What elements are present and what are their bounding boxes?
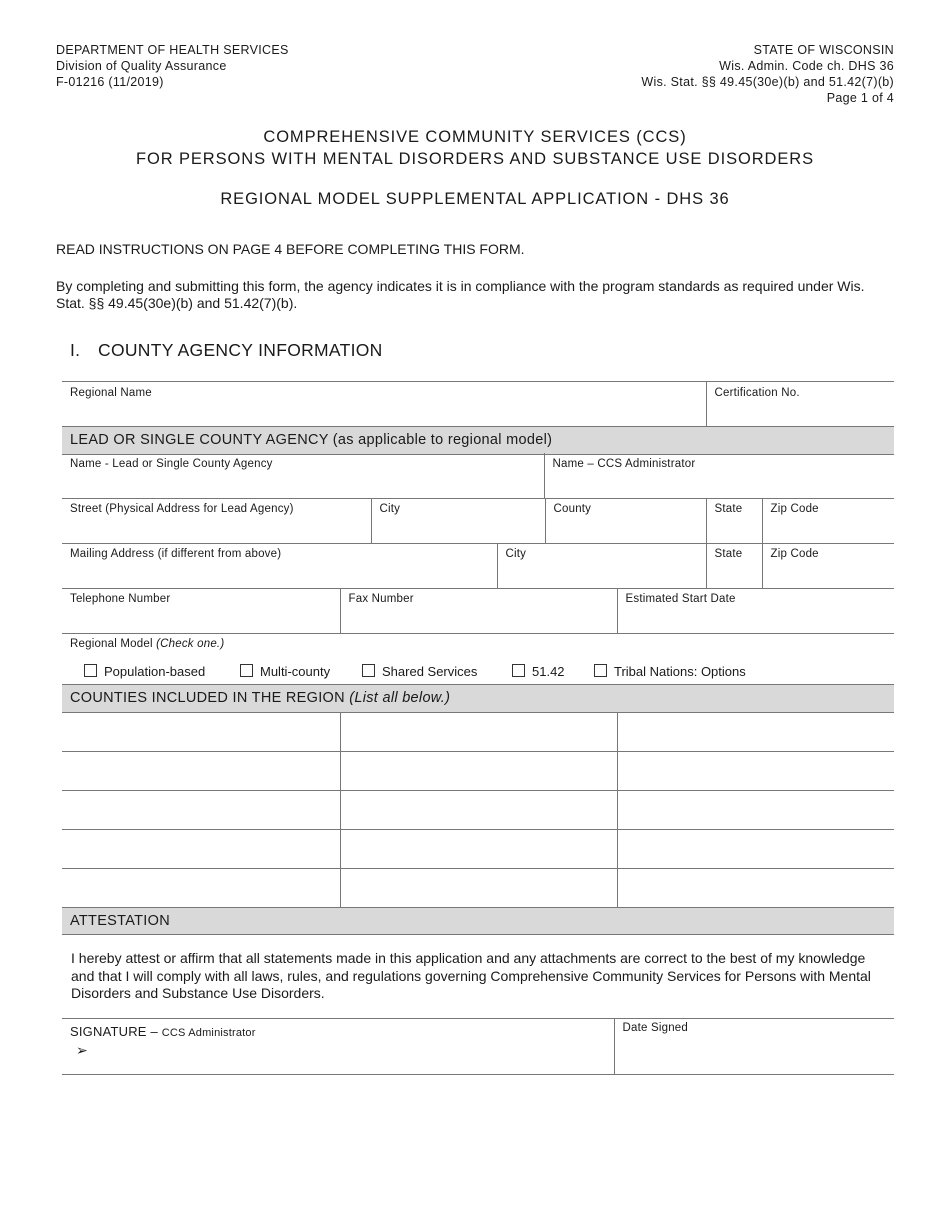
- checkbox-icon[interactable]: [240, 664, 253, 677]
- street-row: [62, 498, 894, 544]
- county-entry-cell[interactable]: [62, 751, 340, 790]
- option-51-42[interactable]: 51.42: [512, 664, 565, 679]
- mailing-state-field[interactable]: State: [706, 543, 762, 588]
- county-entry-cell[interactable]: [617, 751, 894, 790]
- admin-code: Wis. Admin. Code ch. DHS 36: [719, 59, 894, 73]
- county-entry-cell[interactable]: [62, 868, 340, 907]
- counties-grid: [62, 712, 894, 935]
- compliance-statement: By completing and submitting this form, the agency indicates it is in compliance with the program standards as required under Wis. Stat. §§ 49.45(30e)(b) and 51.42(7)(b).: [56, 278, 865, 311]
- arrow-icon: ➢: [76, 1042, 88, 1058]
- section-number: I.: [70, 340, 81, 360]
- statute-ref: Wis. Stat. §§ 49.45(30e)(b) and 51.42(7)(b): [641, 75, 894, 89]
- regional-name-field[interactable]: Regional Name: [62, 382, 706, 427]
- attestation-band: ATTESTATION: [62, 907, 894, 934]
- county-entry-cell[interactable]: [340, 790, 617, 829]
- fax-field[interactable]: Fax Number: [340, 588, 617, 633]
- signature-sublabel: CCS Administrator: [161, 1027, 256, 1039]
- counties-band: COUNTIES INCLUDED IN THE REGION (List all below.): [62, 684, 894, 712]
- form-number: F-01216 (11/2019): [56, 75, 164, 89]
- county-entry-cell[interactable]: [62, 712, 340, 751]
- county-entry-cell[interactable]: [340, 868, 617, 907]
- section-heading: [70, 340, 383, 361]
- certification-number-field[interactable]: Certification No.: [706, 382, 894, 427]
- checkbox-icon[interactable]: [594, 664, 607, 677]
- county-field[interactable]: County: [545, 498, 706, 543]
- model-row: [62, 633, 894, 713]
- county-entry-cell[interactable]: [617, 712, 894, 751]
- division-name: Division of Quality Assurance: [56, 59, 227, 73]
- checkbox-icon[interactable]: [512, 664, 525, 677]
- county-entry-cell[interactable]: [617, 790, 894, 829]
- checkbox-icon[interactable]: [362, 664, 375, 677]
- agency-header: [56, 42, 289, 90]
- lead-agency-band: LEAD OR SINGLE COUNTY AGENCY (as applicable to regional model): [62, 427, 894, 455]
- regional-model-note: (Check one.): [156, 638, 225, 650]
- county-entry-cell[interactable]: [617, 829, 894, 868]
- section-title: COUNTY AGENCY INFORMATION: [98, 340, 383, 360]
- page-number: Page 1 of 4: [826, 91, 894, 105]
- form-title-line2: FOR PERSONS WITH MENTAL DISORDERS AND SUBSTANCE USE DISORDERS: [135, 150, 814, 168]
- county-entry-cell[interactable]: [340, 829, 617, 868]
- date-signed-field[interactable]: Date Signed: [614, 1019, 894, 1075]
- regional-model-field: [62, 633, 894, 684]
- department-name: DEPARTMENT OF HEALTH SERVICES: [56, 43, 289, 57]
- city-field[interactable]: City: [371, 498, 545, 543]
- county-entry-cell[interactable]: [340, 712, 617, 751]
- regional-model-label: Regional Model: [70, 638, 157, 650]
- option-shared-services[interactable]: Shared Services: [362, 664, 477, 679]
- mailing-row: [62, 543, 894, 589]
- lead-name-row: [62, 453, 894, 499]
- lead-agency-name-field[interactable]: Name - Lead or Single County Agency: [62, 453, 544, 498]
- instructions-note: READ INSTRUCTIONS ON PAGE 4 BEFORE COMPLETING THIS FORM.: [56, 241, 525, 257]
- option-population-based[interactable]: Population-based: [84, 664, 205, 679]
- state-field[interactable]: State: [706, 498, 762, 543]
- zip-code-field[interactable]: Zip Code: [762, 498, 894, 543]
- checkbox-icon[interactable]: [84, 664, 97, 677]
- mailing-city-field[interactable]: City: [497, 543, 706, 588]
- county-entry-cell[interactable]: [62, 790, 340, 829]
- signature-label: SIGNATURE –: [70, 1024, 162, 1039]
- telephone-field[interactable]: Telephone Number: [62, 588, 340, 633]
- mailing-address-field[interactable]: Mailing Address (if different from above): [62, 543, 497, 588]
- form-title-line1: COMPREHENSIVE COMMUNITY SERVICES (CCS): [263, 128, 687, 146]
- state-header: [641, 42, 894, 106]
- option-multi-county[interactable]: Multi-county: [240, 664, 330, 679]
- attestation-text: I hereby attest or affirm that all statements made in this application and any attachments are correct to the best of my knowledge and that I will comply with all laws, rules, and regulations governing Comprehensive Community Services for Persons with Mental Disorders and Substance Use Disorders.: [71, 950, 871, 1001]
- signature-row: [62, 1018, 894, 1075]
- agency-info-form: [62, 381, 894, 455]
- state-name: STATE OF WISCONSIN: [753, 43, 894, 57]
- street-address-field[interactable]: Street (Physical Address for Lead Agency): [62, 498, 371, 543]
- start-date-field[interactable]: Estimated Start Date: [617, 588, 894, 633]
- county-entry-cell[interactable]: [340, 751, 617, 790]
- contact-row: [62, 588, 894, 634]
- form-subtitle: REGIONAL MODEL SUPPLEMENTAL APPLICATION - DHS 36: [220, 190, 730, 208]
- option-tribal-nations[interactable]: Tribal Nations: Options: [594, 664, 746, 679]
- ccs-administrator-name-field[interactable]: Name – CCS Administrator: [544, 453, 894, 498]
- county-entry-cell[interactable]: [617, 868, 894, 907]
- mailing-zip-field[interactable]: Zip Code: [762, 543, 894, 588]
- signature-field[interactable]: [62, 1019, 614, 1075]
- county-entry-cell[interactable]: [62, 829, 340, 868]
